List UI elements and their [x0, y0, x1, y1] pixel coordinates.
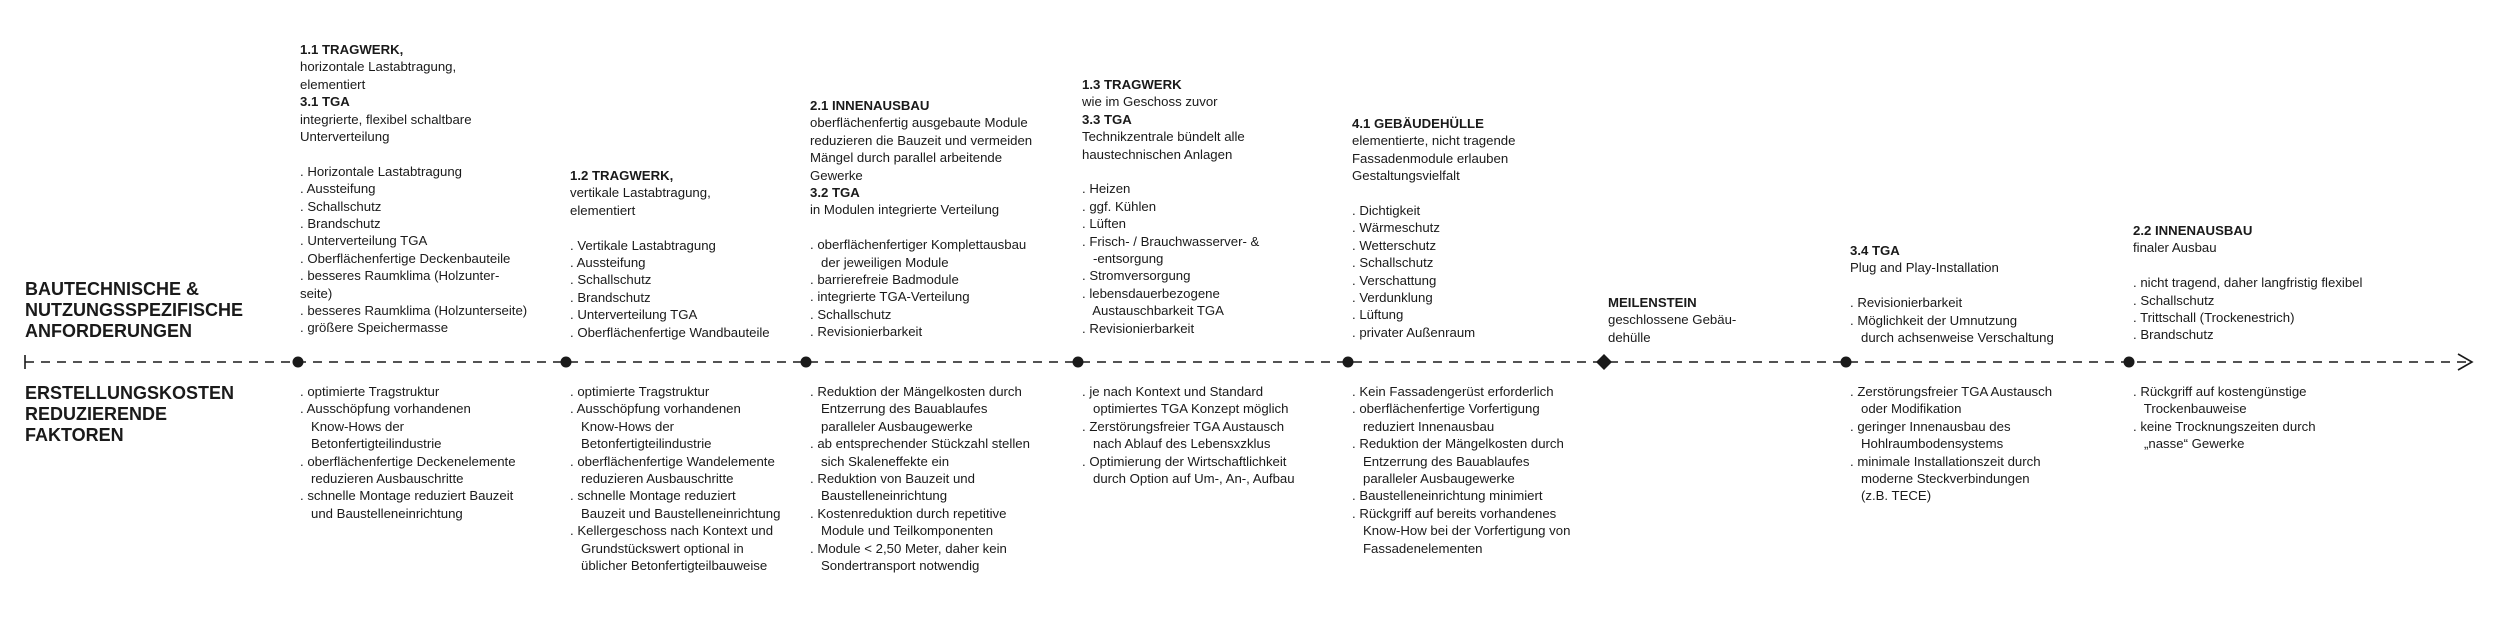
list-item: . Schallschutz — [810, 306, 892, 322]
list-item: integrierte, flexibel schaltbare — [300, 111, 472, 127]
list-item: . Kellergeschoss nach Kontext und — [570, 523, 774, 539]
column-1-requirements — [300, 41, 527, 337]
timeline-dot-marker — [293, 357, 304, 368]
spacer — [570, 219, 770, 236]
list-item: . Brandschutz — [300, 216, 381, 232]
list-item: . Verschattung — [1352, 272, 1437, 288]
spacer — [300, 145, 527, 162]
list-item: . Ausschöpfung vorhandenen — [300, 401, 471, 417]
list-item: Know-Hows der — [300, 418, 405, 434]
list-item: paralleler Ausbaugewerke — [1352, 471, 1515, 487]
section-heading: 3.4 TGA — [1850, 243, 1900, 258]
section-heading: 4.1 GEBÄUDEHÜLLE — [1352, 116, 1484, 131]
list-item: . Kostenreduktion durch repetitive — [810, 505, 1007, 521]
cost-factors-label-line: REDUZIERENDE — [25, 404, 168, 424]
column-5-cost-factors — [1352, 383, 1570, 557]
list-item: . Lüften — [1082, 216, 1126, 232]
column-5-requirements — [1352, 115, 1515, 341]
column-1-cost-factors — [300, 383, 516, 522]
list-item: . schnelle Montage reduziert — [570, 488, 736, 504]
list-item: „nasse“ Gewerke — [2133, 436, 2245, 452]
list-item: Module und Teilkomponenten — [810, 523, 994, 539]
column-2-requirements — [570, 167, 770, 341]
list-item: . je nach Kontext und Standard — [1082, 384, 1264, 399]
list-item: . Baustelleneinrichtung minimiert — [1352, 488, 1543, 504]
list-item: wie im Geschoss zuvor — [1082, 94, 1218, 110]
list-item: . barrierefreie Badmodule — [810, 272, 959, 288]
list-item: . minimale Installationszeit durch — [1850, 453, 2041, 469]
list-item: Fassadenmodule erlauben — [1352, 150, 1509, 166]
list-item: oder Modifikation — [1850, 401, 1962, 417]
list-item: elementiert — [570, 202, 636, 218]
list-item: . ggf. Kühlen — [1082, 198, 1157, 214]
list-item: Fassadenelementen — [1352, 540, 1483, 556]
list-item: reduzieren Ausbauschritte — [570, 471, 734, 487]
milestone-diamond-marker — [1596, 354, 1612, 370]
list-item: in Modulen integrierte Verteilung — [810, 202, 1000, 218]
timeline-dot-marker — [2124, 357, 2135, 368]
list-item: . Rückgriff auf bereits vorhandenes — [1352, 505, 1557, 521]
list-item: . oberflächenfertige Vorfertigung — [1352, 401, 1540, 417]
spacer — [1352, 185, 1515, 202]
column-2-cost-factors — [570, 383, 780, 574]
requirements-label-line: BAUTECHNISCHE & — [25, 279, 200, 299]
list-item: moderne Steckverbindungen — [1850, 471, 2030, 487]
section-heading: 3.3 TGA — [1082, 111, 1132, 127]
list-item: . Rückgriff auf kostengünstige — [2133, 384, 2307, 399]
list-item: . Horizontale Lastabtragung — [300, 163, 463, 179]
list-item: Trockenbauweise — [2133, 401, 2247, 417]
list-item: . Oberflächenfertige Deckenbauteile — [300, 250, 511, 266]
list-item: Know-How bei der Vorfertigung von — [1352, 523, 1571, 539]
requirements-label-line: NUTZUNGSSPEZIFISCHE — [25, 300, 244, 320]
list-item: finaler Ausbau — [2133, 240, 2217, 256]
list-item: Betonfertigteilindustrie — [300, 436, 442, 452]
list-item: . optimierte Tragstruktur — [570, 384, 710, 399]
column-7-requirements — [1850, 242, 2054, 346]
list-item: seite) — [300, 285, 333, 301]
requirements-label-line: ANFORDERUNGEN — [25, 321, 193, 341]
list-item: . keine Trocknungszeiten durch — [2133, 418, 2316, 434]
column-3-cost-factors — [810, 383, 1030, 574]
list-item: . oberflächenfertige Wandelemente — [570, 453, 775, 469]
list-item: . Oberflächenfertige Wandbauteile — [570, 324, 770, 340]
timeline-dot-marker — [1073, 357, 1084, 368]
list-item: . Schallschutz — [2133, 292, 2215, 308]
list-item: . Stromversorgung — [1082, 268, 1191, 284]
list-item: Know-Hows der — [570, 418, 675, 434]
spacer — [810, 219, 1032, 236]
list-item: sich Skaleneffekte ein — [810, 453, 950, 469]
list-item: reduzieren Ausbauschritte — [300, 471, 464, 487]
list-item: Hohlraumbodensystems — [1850, 436, 2004, 452]
column-8-cost-factors — [2133, 383, 2316, 453]
list-item: . Frisch- / Brauchwasserver- & — [1082, 233, 1260, 249]
list-item: . Revisionierbarkeit — [1850, 295, 1963, 311]
list-item: und Baustelleneinrichtung — [300, 505, 463, 521]
list-item: haustechnischen Anlagen — [1082, 146, 1233, 162]
section-heading: 2.2 INNENAUSBAU — [2133, 223, 2253, 238]
section-heading: 2.1 INNENAUSBAU — [810, 98, 930, 113]
list-item: . größere Speichermasse — [300, 320, 449, 336]
list-item: paralleler Ausbaugewerke — [810, 418, 973, 434]
timeline-dot-marker — [1841, 357, 1852, 368]
column-7-cost-factors — [1850, 383, 2052, 505]
column-4-requirements — [1082, 76, 1259, 337]
list-item: . lebensdauerbezogene — [1082, 285, 1220, 301]
list-item: . privater Außenraum — [1352, 324, 1476, 340]
list-item: . Revisionierbarkeit — [810, 324, 923, 340]
list-item: üblicher Betonfertigteilbauweise — [570, 558, 768, 574]
list-item: . Optimierung der Wirtschaftlichkeit — [1082, 453, 1287, 469]
list-item: . ab entsprechender Stückzahl stellen — [810, 436, 1030, 452]
list-item: . Wetterschutz — [1352, 237, 1437, 253]
list-item: reduziert Innenausbau — [1352, 418, 1495, 434]
list-item: . oberflächenfertiger Komplettausbau — [810, 237, 1027, 253]
list-item: (z.B. TECE) — [1850, 488, 1932, 504]
section-heading: 3.1 TGA — [300, 94, 350, 110]
list-item: . Brandschutz — [2133, 327, 2214, 343]
list-item: elementiert — [300, 76, 366, 92]
list-item: . Wärmeschutz — [1352, 220, 1440, 236]
list-item: Grundstückswert optional in — [570, 540, 744, 556]
list-item: -entsorgung — [1082, 251, 1164, 267]
spacer — [2133, 257, 2362, 274]
list-item: . Revisionierbarkeit — [1082, 320, 1195, 336]
list-item: durch Option auf Um-, An-, Aufbau — [1082, 471, 1295, 487]
section-heading: 3.2 TGA — [810, 185, 860, 201]
list-item: horizontale Lastabtragung, — [300, 59, 457, 75]
list-item: . Reduktion der Mängelkosten durch — [810, 384, 1022, 399]
list-item: Unterverteilung — [300, 129, 390, 145]
list-item: Bauzeit und Baustelleneinrichtung — [570, 505, 781, 521]
list-item: . Zerstörungsfreier TGA Austausch — [1850, 384, 2053, 399]
list-item: . Verdunklung — [1352, 290, 1433, 306]
list-item: vertikale Lastabtragung, — [570, 185, 711, 201]
column-4-cost-factors — [1082, 383, 1295, 487]
list-item: . Unterverteilung TGA — [300, 233, 428, 249]
list-item: . Schallschutz — [1352, 255, 1434, 271]
list-item: durch achsenweise Verschaltung — [1850, 330, 2054, 346]
list-item: oberflächenfertig ausgebaute Module — [810, 115, 1028, 131]
list-item: . optimierte Tragstruktur — [300, 384, 440, 399]
section-heading: 1.1 TRAGWERK, — [300, 42, 404, 57]
list-item: optimiertes TGA Konzept möglich — [1082, 401, 1289, 417]
list-item: Baustelleneinrichtung — [810, 488, 948, 504]
list-item: . Zerstörungsfreier TGA Austausch — [1082, 418, 1285, 434]
list-item: . Ausschöpfung vorhandenen — [570, 401, 741, 417]
list-item: dehülle — [1608, 329, 1651, 345]
list-item: . Module < 2,50 Meter, daher kein — [810, 540, 1007, 556]
spacer — [1850, 277, 2054, 294]
list-item: . nicht tragend, daher langfristig flexibel — [2133, 275, 2363, 291]
list-item: Betonfertigteilindustrie — [570, 436, 712, 452]
list-item: Entzerrung des Bauablaufes — [1352, 453, 1530, 469]
list-item: . besseres Raumklima (Holzunterseite) — [300, 303, 528, 319]
list-item: Austauschbarkeit TGA — [1082, 303, 1224, 319]
list-item: . Lüftung — [1352, 307, 1404, 323]
list-item: . Vertikale Lastabtragung — [570, 237, 716, 253]
column-8-requirements — [2133, 222, 2362, 344]
list-item: . integrierte TGA-Verteilung — [810, 289, 970, 305]
list-item: . Reduktion von Bauzeit und — [810, 471, 975, 487]
list-item: Gewerke — [810, 167, 863, 183]
list-item: . Trittschall (Trockenestrich) — [2133, 310, 2295, 326]
list-item: . Kein Fassadengerüst erforderlich — [1352, 384, 1554, 399]
timeline-dot-marker — [561, 357, 572, 368]
list-item: . Schallschutz — [570, 272, 652, 288]
list-item: nach Ablauf des Lebensxzklus — [1082, 436, 1271, 452]
section-heading: MEILENSTEIN — [1608, 295, 1697, 310]
timeline-dot-marker — [801, 357, 812, 368]
list-item: Technikzentrale bündelt alle — [1082, 129, 1245, 145]
list-item: Plug and Play-Installation — [1850, 260, 1999, 276]
section-heading: 1.2 TRAGWERK, — [570, 168, 674, 183]
cost-factors-label-line: ERSTELLUNGSKOSTEN — [25, 383, 235, 403]
list-item: . Aussteifung — [300, 181, 376, 197]
list-item: . besseres Raumklima (Holzunter- — [300, 268, 500, 284]
list-item: . Reduktion der Mängelkosten durch — [1352, 436, 1564, 452]
timeline-dot-marker — [1343, 357, 1354, 368]
spacer — [1082, 163, 1259, 180]
list-item: . schnelle Montage reduziert Bauzeit — [300, 488, 514, 504]
section-heading: 1.3 TRAGWERK — [1082, 77, 1182, 92]
list-item: Mängel durch parallel arbeitende — [810, 150, 1003, 166]
list-item: . Brandschutz — [570, 289, 651, 305]
list-item: . oberflächenfertige Deckenelemente — [300, 453, 516, 469]
list-item: Sondertransport notwendig — [810, 558, 980, 574]
list-item: der jeweiligen Module — [810, 254, 949, 270]
list-item: . geringer Innenausbau des — [1850, 418, 2011, 434]
list-item: Entzerrung des Bauablaufes — [810, 401, 988, 417]
list-item: . Aussteifung — [570, 255, 646, 271]
cost-factors-label-line: FAKTOREN — [25, 425, 124, 445]
milestone-requirements — [1608, 294, 1736, 346]
list-item: . Heizen — [1082, 181, 1131, 197]
list-item: elementierte, nicht tragende — [1352, 133, 1516, 149]
list-item: reduzieren die Bauzeit und vermeiden — [810, 132, 1033, 148]
column-3-requirements — [810, 97, 1032, 341]
list-item: geschlossene Gebäu- — [1608, 312, 1737, 328]
list-item: Gestaltungsvielfalt — [1352, 168, 1460, 184]
list-item: . Unterverteilung TGA — [570, 307, 698, 323]
list-item: . Dichtigkeit — [1352, 203, 1421, 219]
list-item: . Möglichkeit der Umnutzung — [1850, 312, 2018, 328]
list-item: . Schallschutz — [300, 198, 382, 214]
